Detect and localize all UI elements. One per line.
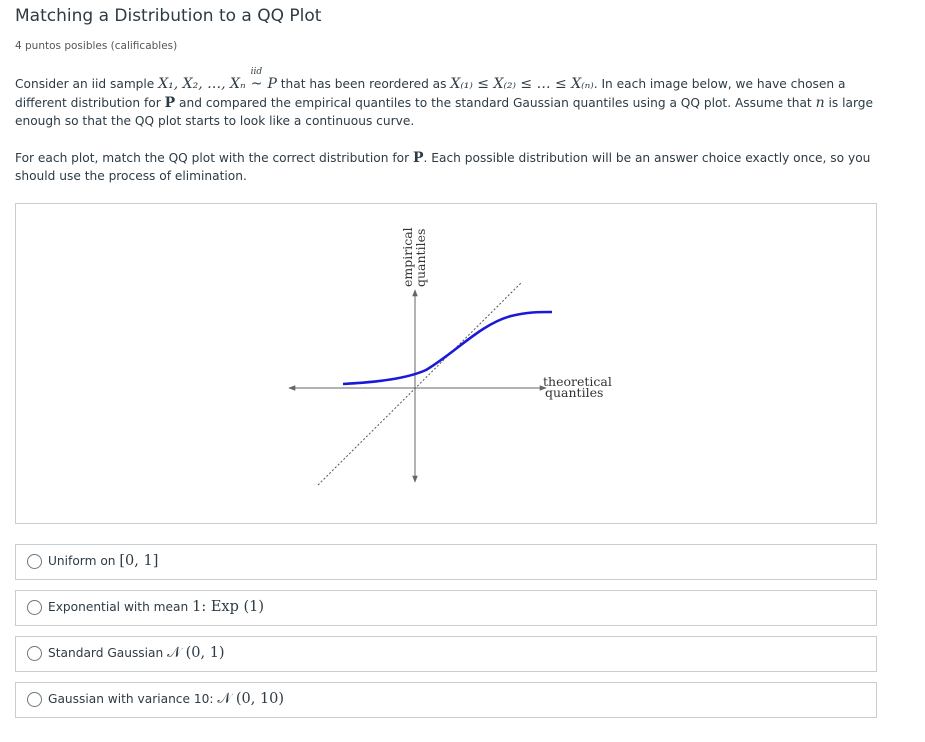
answer-text: Gaussian with variance 10: xyxy=(48,692,218,706)
answer-math: [0, 1] xyxy=(119,553,159,569)
y-axis-label-1: empirical xyxy=(400,227,415,287)
y-axis-label-2: quantiles xyxy=(413,228,428,287)
n-math: n xyxy=(815,94,825,111)
answer-math: 𝒩 (0, 10) xyxy=(217,691,285,707)
answer-choice-standard-gaussian[interactable] xyxy=(15,636,877,672)
sample-math: X₁, X₂, …, Xₙ xyxy=(158,76,246,92)
x-axis-label-1: theoretical xyxy=(543,374,612,389)
answer-choice-exponential[interactable] xyxy=(15,590,877,626)
iid-label: iid xyxy=(250,67,263,77)
dist-P: P xyxy=(267,76,277,92)
answer-math: 𝒩 (0, 1) xyxy=(167,645,225,661)
question-title: Matching a Distribution to a QQ Plot xyxy=(15,6,322,26)
desc-text-1: Consider an iid sample xyxy=(15,77,159,91)
desc-text-3: . In each image below, we have chosen a different distribution for xyxy=(15,77,846,110)
iid-symbol xyxy=(250,67,264,94)
instr-P-bold: P xyxy=(413,150,424,166)
answer-choice-uniform[interactable] xyxy=(15,544,877,580)
desc-text-4: and compared the empirical quantiles to the standard Gaussian quantiles using a QQ plot. Assume that xyxy=(175,95,816,110)
answer-label xyxy=(48,553,158,569)
sim-label: ~ xyxy=(250,76,263,92)
qq-plot-svg xyxy=(16,204,876,523)
instr-text-2: . Each possible distribution will be an answer choice exactly once, so you should use the process of elimination. xyxy=(15,151,871,183)
answer-text: Uniform on xyxy=(48,554,120,568)
answer-label xyxy=(48,599,264,615)
answer-choice-gaussian-var10[interactable] xyxy=(15,682,877,718)
qq-plot-figure xyxy=(15,203,877,524)
radio-button[interactable] xyxy=(27,600,42,615)
x-axis-label-2: quantiles xyxy=(545,385,604,400)
dist-P-bold: P xyxy=(164,94,176,111)
instructions xyxy=(15,150,885,185)
points-possible: 4 puntos posibles (calificables) xyxy=(15,40,178,52)
problem-description xyxy=(15,67,885,131)
desc-text-2: that has been reordered as xyxy=(276,77,451,91)
radio-button[interactable] xyxy=(27,692,42,707)
answer-text: Standard Gaussian xyxy=(48,646,168,660)
answer-math: 1: Exp (1) xyxy=(192,599,265,615)
qq-curve xyxy=(343,312,552,384)
radio-button[interactable] xyxy=(27,646,42,661)
answer-label xyxy=(48,691,284,707)
answer-text: Exponential with mean xyxy=(48,600,193,614)
ordered-math: X₍₁₎ ≤ X₍₂₎ ≤ … ≤ X₍ₙ₎ xyxy=(450,76,594,92)
instr-text-1: For each plot, match the QQ plot with the correct distribution for xyxy=(15,151,413,165)
answer-label xyxy=(48,645,225,661)
desc-text-5: is large enough so that the QQ plot starts to look like a continuous curve. xyxy=(15,95,873,128)
radio-button[interactable] xyxy=(27,554,42,569)
